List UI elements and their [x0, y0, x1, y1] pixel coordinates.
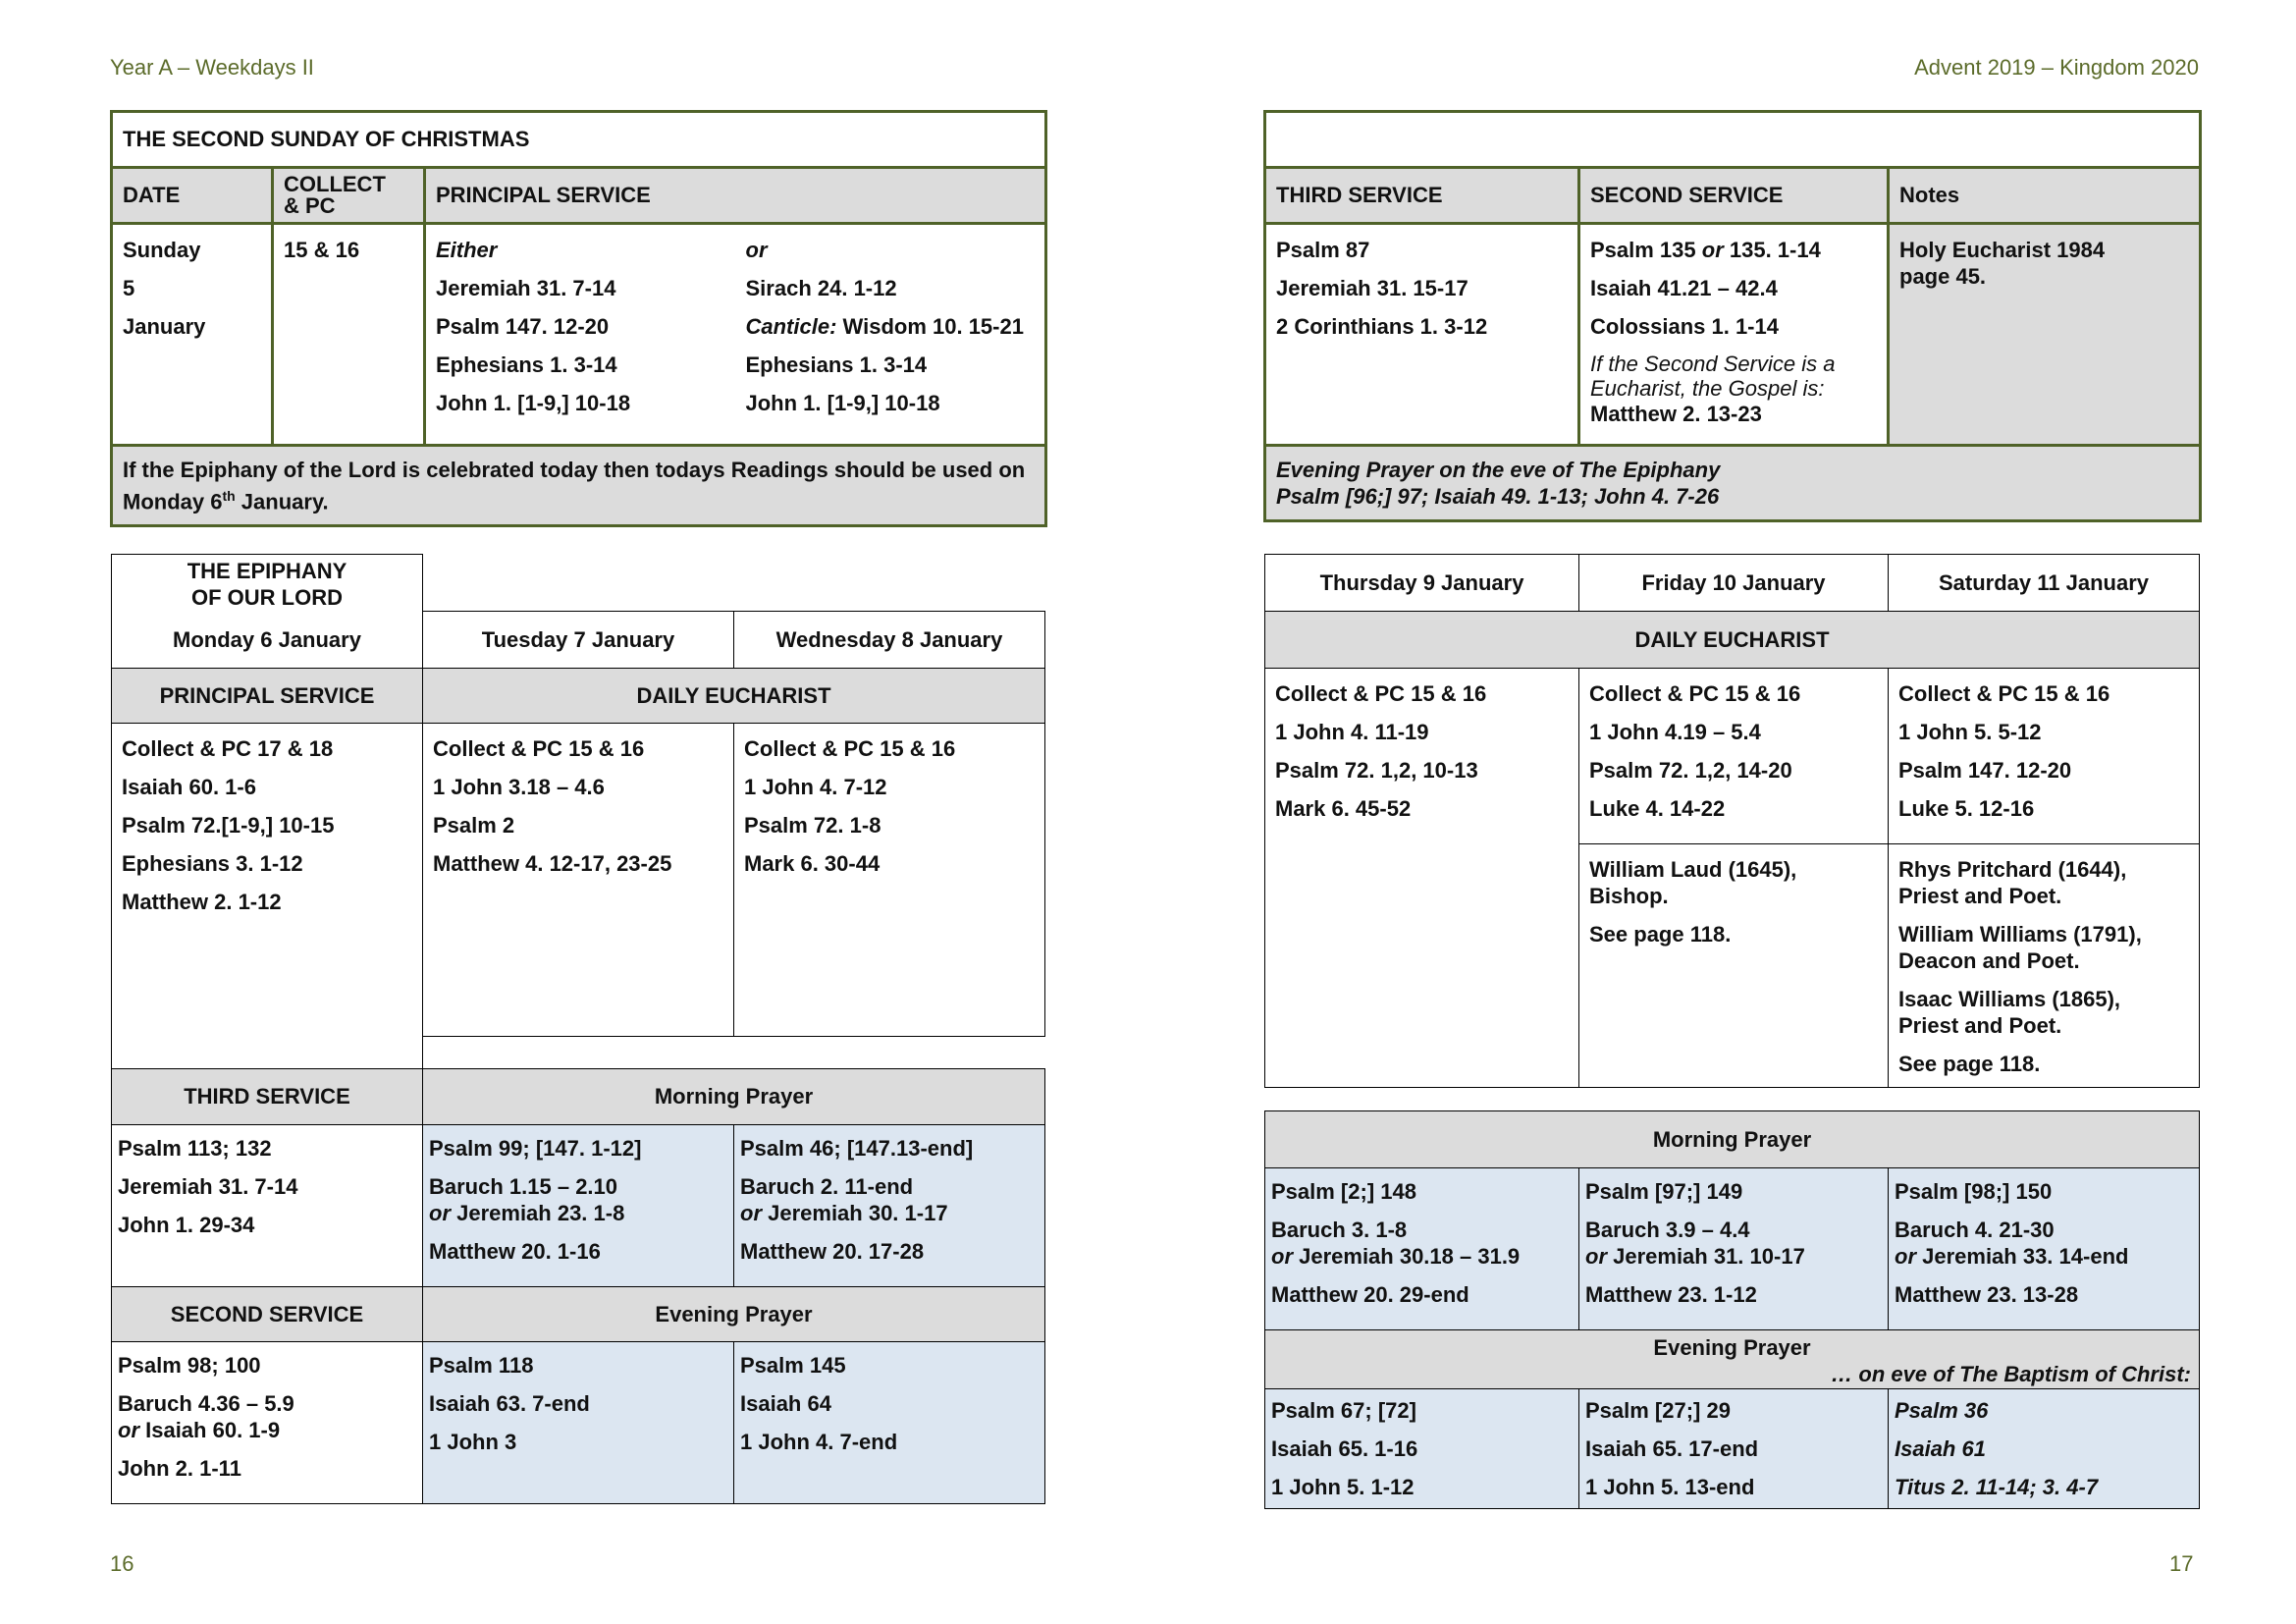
eve-epiphany-note: Evening Prayer on the eve of The Epiphany Psalm [96;] 97; Isaiah 49. 1-13; John 4. 7-26	[1265, 446, 2201, 521]
monday-second-readings: Psalm 98; 100 Baruch 4.36 – 5.9 or Isaiah 60. 1-9 John 2. 1-11	[112, 1342, 423, 1504]
sunday-date-cell: Sunday 5 January	[112, 224, 273, 446]
third-service-readings: Psalm 87 Jeremiah 31. 15-17 2 Corinthians 1. 3-12	[1265, 224, 1579, 446]
thursday-evening-prayer: Psalm 67; [72] Isaiah 65. 1-16 1 John 5. 1-12	[1265, 1389, 1579, 1509]
daily-eucharist-header: DAILY EUCHARIST	[423, 669, 1045, 724]
friday-header: Friday 10 January	[1579, 555, 1889, 612]
thursday-eucharist-readings: Collect & PC 15 & 16 1 John 4. 11-19 Psalm 72. 1,2, 10-13 Mark 6. 45-52	[1265, 669, 1579, 1088]
friday-commemoration: William Laud (1645), Bishop. See page 118.	[1579, 844, 1889, 1088]
thu-sat-eucharist-table	[1264, 554, 2200, 1088]
col-notes-header: Notes	[1889, 168, 2201, 224]
third-service-header: THIRD SERVICE	[112, 1069, 423, 1125]
col-collect-header: COLLECT & PC	[273, 168, 425, 224]
baptism-eve-note: … on eve of The Baptism of Christ:	[1831, 1362, 2191, 1386]
running-header-left: Year A – Weekdays II	[110, 55, 314, 80]
epiphany-note: If the Epiphany of the Lord is celebrated today then todays Readings should be used on Monday 6th January.	[112, 446, 1046, 526]
page-number-right: 17	[2169, 1551, 2194, 1576]
tuesday-evening-prayer: Psalm 118 Isaiah 63. 7-end 1 John 3	[423, 1342, 734, 1504]
monday-third-readings: Psalm 113; 132 Jeremiah 31. 7-14 John 1. 29-34	[112, 1125, 423, 1287]
daily-eucharist-header-right: DAILY EUCHARIST	[1265, 612, 2200, 669]
col-date-header: DATE	[112, 168, 273, 224]
sunday-title: THE SECOND SUNDAY OF CHRISTMAS	[112, 112, 1046, 168]
col-second-header: SECOND SERVICE	[1579, 168, 1889, 224]
morning-prayer-header: Morning Prayer	[423, 1069, 1045, 1125]
monday-eucharist-readings: Collect & PC 17 & 18 Isaiah 60. 1-6 Psalm 72.[1-9,] 10-15 Ephesians 3. 1-12 Matthew 2. 1-12	[112, 724, 423, 1069]
tuesday-header: Tuesday 7 January	[423, 612, 734, 669]
friday-eucharist-readings: Collect & PC 15 & 16 1 John 4.19 – 5.4 Psalm 72. 1,2, 14-20 Luke 4. 14-22	[1579, 669, 1889, 844]
epiphany-week-table	[111, 554, 1045, 1504]
wednesday-header: Wednesday 8 January	[734, 612, 1045, 669]
wednesday-eucharist-readings: Collect & PC 15 & 16 1 John 4. 7-12 Psalm 72. 1-8 Mark 6. 30-44	[734, 724, 1045, 1037]
running-header-right: Advent 2019 – Kingdom 2020	[1914, 55, 2199, 80]
notes-cell: Holy Eucharist 1984 page 45.	[1889, 224, 2201, 446]
saturday-morning-prayer: Psalm [98;] 150 Baruch 4. 21-30 or Jeremiah 33. 14-end Matthew 23. 13-28	[1889, 1168, 2200, 1330]
evening-prayer-header: Evening Prayer	[423, 1287, 1045, 1342]
wednesday-evening-prayer: Psalm 145 Isaiah 64 1 John 4. 7-end	[734, 1342, 1045, 1504]
thursday-header: Thursday 9 January	[1265, 555, 1579, 612]
sunday-principal-table	[110, 110, 1047, 527]
saturday-eucharist-readings: Collect & PC 15 & 16 1 John 5. 5-12 Psalm 147. 12-20 Luke 5. 12-16	[1889, 669, 2200, 844]
saturday-commemoration: Rhys Pritchard (1644), Priest and Poet. William Williams (1791), Deacon and Poet. Isaac Williams (1865), Priest and Poet. See page 118.	[1889, 844, 2200, 1088]
or-readings: or Sirach 24. 1-12 Canticle: Wisdom 10. 15-21 Ephesians 1. 3-14 John 1. [1-9,] 10-18	[736, 224, 1046, 446]
thursday-morning-prayer: Psalm [2;] 148 Baruch 3. 1-8 or Jeremiah 30.18 – 31.9 Matthew 20. 29-end	[1265, 1168, 1579, 1330]
col-third-header: THIRD SERVICE	[1265, 168, 1579, 224]
wednesday-morning-prayer: Psalm 46; [147.13-end] Baruch 2. 11-end or Jeremiah 30. 1-17 Matthew 20. 17-28	[734, 1125, 1045, 1287]
tuesday-morning-prayer: Psalm 99; [147. 1-12] Baruch 1.15 – 2.10 or Jeremiah 23. 1-8 Matthew 20. 1-16	[423, 1125, 734, 1287]
either-readings: Either Jeremiah 31. 7-14 Psalm 147. 12-20 Ephesians 1. 3-14 John 1. [1-9,] 10-18	[425, 224, 736, 446]
saturday-evening-prayer: Psalm 36 Isaiah 61 Titus 2. 11-14; 3. 4-7	[1889, 1389, 2200, 1509]
second-service-readings: Psalm 135 or 135. 1-14 Isaiah 41.21 – 42.4 Colossians 1. 1-14 If the Second Service is a Eucharist, the Gospel is: Matthew 2. 13-23	[1579, 224, 1889, 446]
sunday-services-table	[1263, 110, 2202, 522]
friday-evening-prayer: Psalm [27;] 29 Isaiah 65. 17-end 1 John 5. 13-end	[1579, 1389, 1889, 1509]
page-number-left: 16	[110, 1551, 134, 1576]
thu-sat-prayer-table	[1264, 1110, 2200, 1509]
morning-prayer-header-right: Morning Prayer	[1265, 1111, 2200, 1168]
monday-header: THE EPIPHANY OF OUR LORD Monday 6 January	[112, 555, 423, 669]
second-service-header: SECOND SERVICE	[112, 1287, 423, 1342]
saturday-header: Saturday 11 January	[1889, 555, 2200, 612]
principal-service-header: PRINCIPAL SERVICE	[112, 669, 423, 724]
sunday-collect-cell: 15 & 16	[273, 224, 425, 446]
evening-prayer-header-right: Evening Prayer … on eve of The Baptism of Christ:	[1265, 1330, 2200, 1389]
tuesday-eucharist-readings: Collect & PC 15 & 16 1 John 3.18 – 4.6 Psalm 2 Matthew 4. 12-17, 23-25	[423, 724, 734, 1037]
blank-title-cell	[1265, 112, 2201, 168]
col-principal-header: PRINCIPAL SERVICE	[425, 168, 1046, 224]
friday-morning-prayer: Psalm [97;] 149 Baruch 3.9 – 4.4 or Jeremiah 31. 10-17 Matthew 23. 1-12	[1579, 1168, 1889, 1330]
